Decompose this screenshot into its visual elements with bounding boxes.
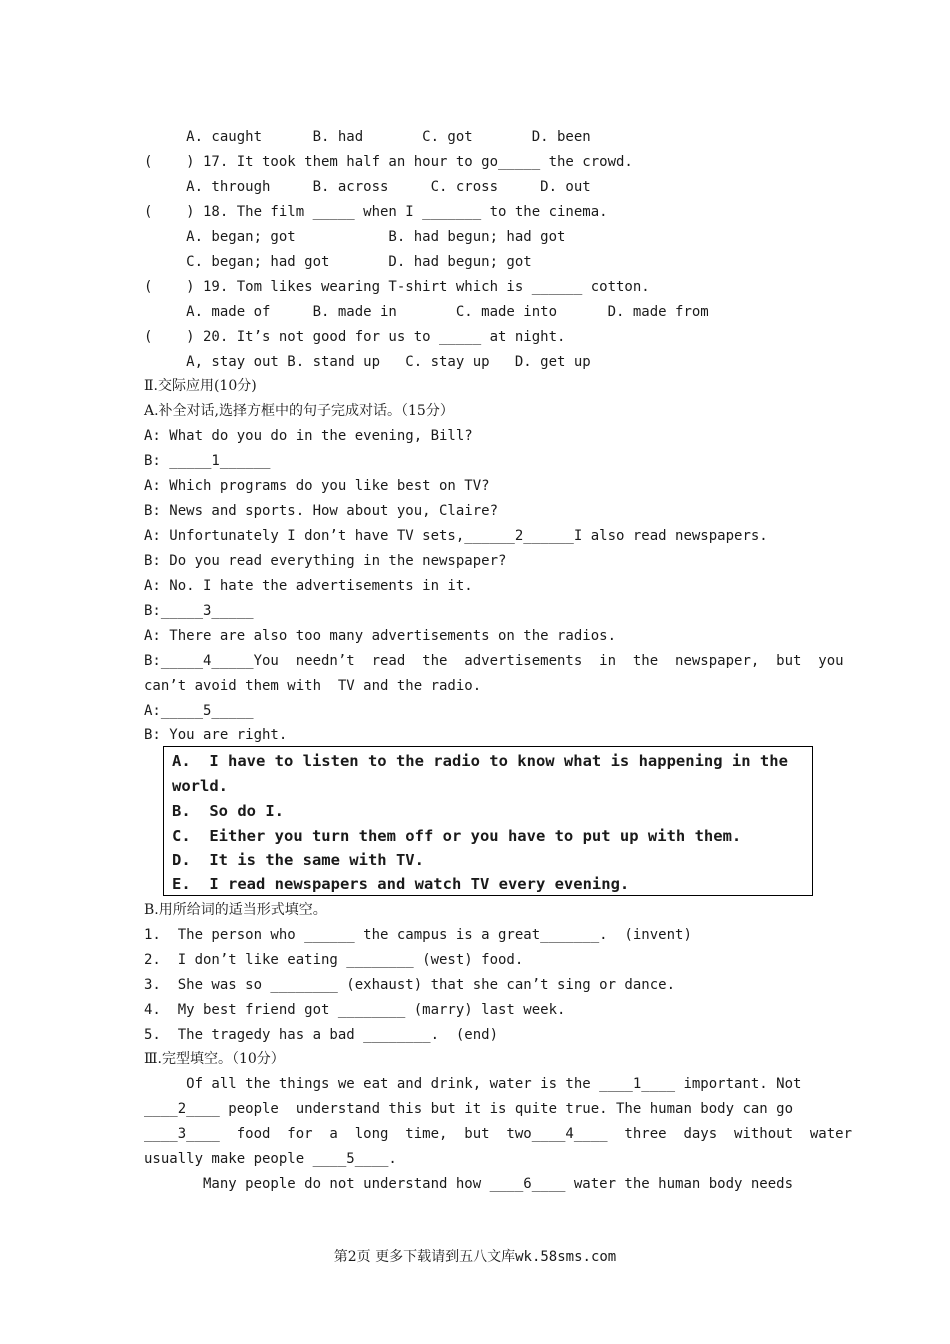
dialogue-line: B: News and sports. How about you, Claire?	[144, 503, 499, 519]
box-option-b: B. So do I.	[172, 802, 284, 820]
dialogue-line: A: There are also too many advertisements on the radios.	[144, 628, 617, 644]
partB-item: 2. I don’t like eating ________ (west) food.	[144, 952, 524, 968]
q17-options: A. through B. across C. cross D. out	[144, 179, 591, 195]
footer-text: 第2页 更多下载请到五八文库	[333, 1249, 516, 1265]
section2-title: Ⅱ.交际应用(10分)	[144, 378, 257, 394]
dialogue-line: A:_____5_____	[144, 703, 254, 719]
dialogue-line: can’t avoid them with TV and the radio.	[144, 678, 482, 694]
cloze-line: Of all the things we eat and drink, water is the ____1____ important. Not	[144, 1076, 802, 1092]
q19-options: A. made of B. made in C. made into D. made from	[144, 304, 709, 320]
dialogue-line: B:_____3_____	[144, 603, 254, 619]
section2-partA-title: A.补全对话,选择方框中的句子完成对话。（15分）	[144, 403, 454, 419]
q20-stem: ( ) 20. It’s not good for us to _____ at night.	[144, 329, 566, 345]
cloze-line: ____2____ people understand this but it is quite true. The human body can go	[144, 1101, 794, 1117]
page-footer	[0, 1246, 950, 1268]
cloze-line: ____3____ food for a long time, but two____4____ three days without water	[144, 1126, 853, 1142]
box-option-a: A. I have to listen to the radio to know what is happening in the	[172, 752, 788, 770]
dialogue-line: B: You are right.	[144, 727, 288, 743]
partB-item: 3. She was so ________ (exhaust) that she can’t sing or dance.	[144, 977, 676, 993]
dialogue-line: A: Which programs do you like best on TV?	[144, 478, 490, 494]
dialogue-line: A: What do you do in the evening, Bill?	[144, 428, 473, 444]
dialogue-line: A: No. I hate the advertisements in it.	[144, 578, 473, 594]
box-option-c: C. Either you turn them off or you have to put up with them.	[172, 827, 742, 845]
q18-options-2: C. began; had got D. had begun; got	[144, 254, 532, 270]
section2-partB-title: B.用所给词的适当形式填空。	[144, 902, 327, 918]
partB-item: 5. The tragedy has a bad ________. (end)	[144, 1027, 499, 1043]
partB-item: 4. My best friend got ________ (marry) last week.	[144, 1002, 566, 1018]
cloze-line: usually make people ____5____.	[144, 1151, 397, 1167]
section3-title: Ⅲ.完型填空。（10分）	[144, 1051, 285, 1067]
q16-options: A. caught B. had C. got D. been	[144, 129, 591, 145]
answer-options-box	[163, 746, 813, 896]
dialogue-line: A: Unfortunately I don’t have TV sets,______2______I also read newspapers.	[144, 528, 768, 544]
box-option-e: E. I read newspapers and watch TV every evening.	[172, 875, 630, 893]
box-option-d: D. It is the same with TV.	[172, 851, 424, 869]
footer-link[interactable]: wk.58sms.com	[515, 1249, 617, 1265]
q17-stem: ( ) 17. It took them half an hour to go_____ the crowd.	[144, 154, 633, 170]
dialogue-line: B:_____4_____You needn’t read the advertisements in the newspaper, but you	[144, 653, 844, 669]
q18-options-1: A. began; got B. had begun; had got	[144, 229, 566, 245]
box-option-a-cont: world.	[172, 777, 228, 795]
cloze-line: Many people do not understand how ____6____ water the human body needs	[144, 1176, 794, 1192]
dialogue-line: B: Do you read everything in the newspaper?	[144, 553, 507, 569]
q18-stem: ( ) 18. The film _____ when I _______ to the cinema.	[144, 204, 608, 220]
partB-item: 1. The person who ______ the campus is a great_______. (invent)	[144, 927, 692, 943]
q20-options: A, stay out B. stand up C. stay up D. get up	[144, 354, 591, 370]
dialogue-line: B: _____1______	[144, 453, 271, 469]
q19-stem: ( ) 19. Tom likes wearing T-shirt which is ______ cotton.	[144, 279, 650, 295]
